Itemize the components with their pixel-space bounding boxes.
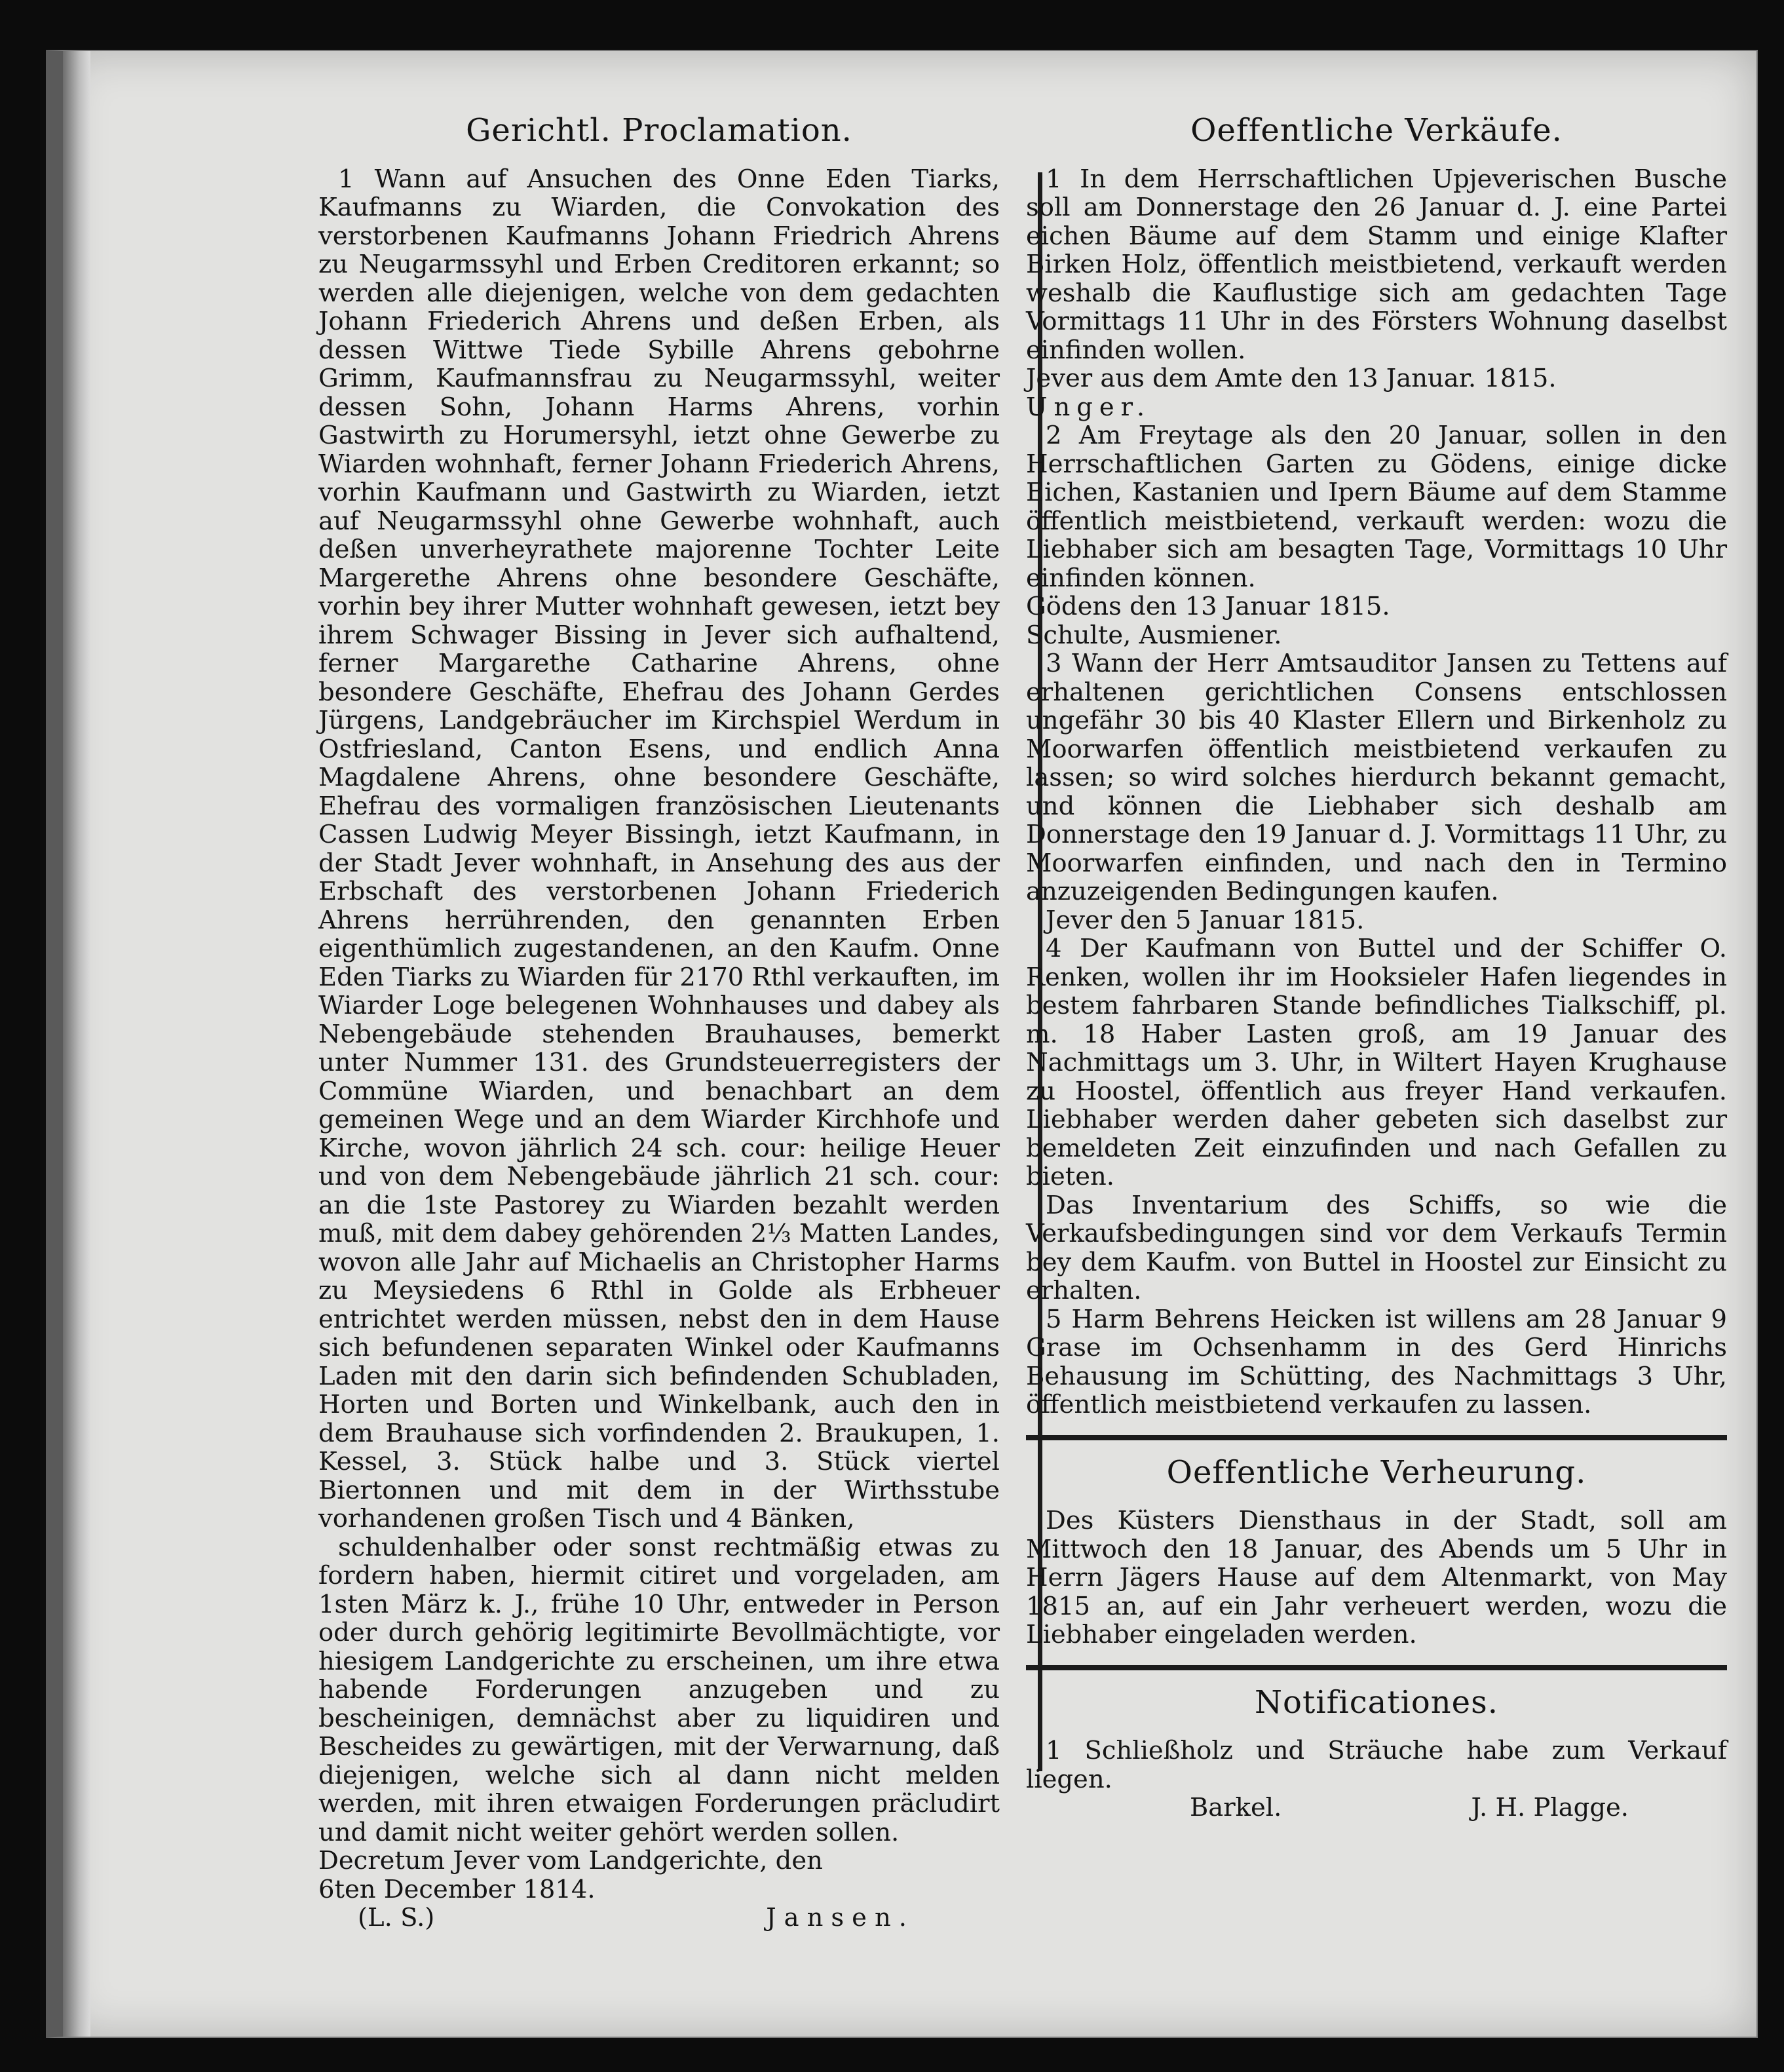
notifications-heading: Notificationes. — [1255, 1683, 1498, 1721]
sales-heading: Oeffentliche Verkäufe. — [1190, 112, 1563, 149]
notification-signature-row — [1026, 1794, 1727, 1822]
sale-item-3: 3 Wann der Herr Amtsauditor Jansen zu Tettens auf erhaltenen gerichtlichen Consens entschlossen ungefähr 30 bis 40 Klaster Ellern und Birkenholz zu Moorwarfen öffentlich meistbietend verkaufen zu lassen; so wird solches hierdurch bekannt gemacht, und können die Liebhaber sich deshalb am Donnerstage den 19 Januar d. J. Vormittags 11 Uhr, zu Moorwarfen einfinden, und nach den in Termino anzuzeigenden Bedingungen kaufen. — [1026, 649, 1727, 906]
notification-signature: J. H. Plagge. — [1471, 1793, 1629, 1822]
proclamation-body-2: schuldenhalber oder sonst rechtmäßig etwas zu fordern haben, hiermit citiret und vorgeladen, am 1sten März k. J., frühe 10 Uhr, entweder in Person oder durch gehörig legitimirte Bevollmächtigte, vor hiesigem Landgerichte zu erscheinen, um ihre etwa habende Forderungen anzugeben und zu bescheinigen, demnächst aber zu liquidiren und Bescheides zu gewärtigen, mit der Verwarnung, daß diejenigen, welche sich al dann nicht melden werden, mit ihren etwaigen Forderungen präcludirt und damit nicht weiter gehört werden sollen. — [318, 1532, 1000, 1847]
decretum-line: Decretum Jever vom Landgerichte, den — [318, 1846, 823, 1875]
newspaper-page — [46, 50, 1758, 2038]
sale-item-2: 2 Am Freytage als den 20 Januar, sollen in den Herrschaftlichen Garten zu Gödens, einige dicke Eichen, Kastanien und Ipern Bäume auf dem Stamme öffentlich meistbietend, verkauft werden: wozu die Liebhaber sich am besagten Tage, Vormittags 10 Uhr einfinden können. — [1026, 421, 1727, 593]
sale-item-1-place: Jever aus dem Amte den 13 Januar. 1815. — [1026, 364, 1557, 393]
left-column — [318, 112, 1000, 1932]
signature: Jansen. — [766, 1903, 915, 1932]
sale-item-1: 1 In dem Herrschaftlichen Upjeverischen Busche soll am Donnerstage den 26 Januar d. J. eine Partei eichen Bäume auf dem Stamm und einige Klafter Birken Holz, öffentlich meistbietend, verkauft werden weshalb die Kauflustige sich am gedachten Tage Vormittags 11 Uhr in des Försters Wohnung daselbst einfinden wollen. — [1026, 164, 1727, 365]
right-column — [1026, 112, 1727, 1822]
notification-1: 1 Schließholz und Sträuche habe zum Verkauf liegen. — [1026, 1736, 1727, 1794]
rental-notice: Des Küsters Diensthaus in der Stadt, soll am Mittwoch den 18 Januar, des Abends um 5 Uhr in Herrn Jägers Hause auf dem Altenmarkt, von May 1815 an, auf ein Jahr verheuert werden, wozu die Liebhaber eingeladen werden. — [1026, 1506, 1727, 1649]
section-rule — [1026, 1435, 1727, 1440]
binding-fold — [63, 51, 90, 2037]
sale-item-3-place: Jever den 5 Januar 1815. — [1046, 905, 1365, 935]
notification-place: Barkel. — [1190, 1793, 1282, 1822]
proclamation-heading: Gerichtl. Proclamation. — [466, 112, 852, 149]
seal-mark: (L. S.) — [358, 1903, 435, 1932]
rental-heading: Oeffentliche Verheurung. — [1166, 1453, 1587, 1491]
sale-item-1-signature: Unger. — [1026, 392, 1152, 422]
proclamation-signature-row — [318, 1904, 1000, 1932]
decretum-date: 6ten December 1814. — [318, 1874, 596, 1904]
proclamation-body: 1 Wann auf Ansuchen des Onne Eden Tiarks, Kaufmanns zu Wiarden, die Convokation des verstorbenen Kaufmanns Johann Friedrich Ahrens zu Neugarmssyhl und Erben Creditoren erkannt; so werden alle diejenigen, welche von dem gedachten Johann Friederich Ahrens und deßen Erben, als dessen Wittwe Tiede Sybille Ahrens gebohrne Grimm, Kaufmannsfrau zu Neugarmssyhl, weiter dessen Sohn, Johann Harms Ahrens, vorhin Gastwirth zu Horumersyhl, ietzt ohne Gewerbe zu Wiarden wohnhaft, ferner Johann Friederich Ahrens, vorhin Kaufmann und Gastwirth zu Wiarden, ietzt auf Neugarmssyhl ohne Gewerbe wohnhaft, auch deßen unverheyrathete majorenne Tochter Leite Margerethe Ahrens ohne besondere Geschäfte, vorhin bey ihrer Mutter wohnhaft gewesen, ietzt bey ihrem Schwager Bissing in Jever sich aufhaltend, ferner Margarethe Catharine Ahrens, ohne besondere Geschäfte, Ehefrau des Johann Gerdes Jürgens, Landgebräucher im Kirchspiel Werdum in Ostfriesland, Canton Esens, und endlich Anna Magdalene Ahrens, ohne besondere Geschäfte, Ehefrau des vormaligen französischen Lieutenants Cassen Ludwig Meyer Bissingh, ietzt Kaufmann, in der Stadt Jever wohnhaft, in Ansehung des aus der Erbschaft des verstorbenen Johann Friederich Ahrens herrührenden, den genannten Erben eigenthümlich zugestandenen, an den Kaufm. Onne Eden Tiarks zu Wiarden für 2170 Rthl verkauften, im Wiarder Loge belegenen Wohnhauses und dabey als Nebengebäude stehenden Brauhauses, bemerkt unter Nummer 131. des Grundsteuerregisters der Commüne Wiarden, und benachbart an dem gemeinen Wege und an dem Wiarder Kirchhofe und Kirche, wovon jährlich 24 sch. cour: heilige Heuer und von dem Nebengebäude jährlich 21 sch. cour: an die 1ste Pastorey zu Wiarden bezahlt werden muß, mit dem dabey gehörenden 2⅓ Matten Landes, wovon alle Jahr auf Michaelis an Christopher Harms zu Meysiedens 6 Rthl in Golde als Erbheuer entrichtet werden müssen, nebst den in dem Hause sich befundenen separaten Winkel oder Kaufmanns Laden mit den darin sich befindenden Schubladen, Horten und Borten und Winkelbank, auch den in dem Brauhause sich vorfindenden 2. Braukupen, 1. Kessel, 3. Stück halbe und 3. Stück viertel Biertonnen und mit dem in der Wirthsstube vorhandenen großen Tisch und 4 Bänken, — [318, 164, 1000, 1533]
sale-item-2-place: Gödens den 13 Januar 1815. — [1026, 592, 1390, 621]
sale-item-4-terms: Das Inventarium des Schiffs, so wie die Verkaufsbedingungen sind vor dem Verkaufs Termin bey dem Kaufm. von Buttel in Hoostel zur Einsicht zu erhalten. — [1026, 1190, 1727, 1305]
sale-item-5: 5 Harm Behrens Heicken ist willens am 28 Januar 9 Grase im Ochsenhamm in des Gerd Hinrichs Behausung im Schütting, des Nachmittags 3 Uhr, öffentlich meistbietend verkaufen zu lassen. — [1026, 1304, 1727, 1419]
sale-item-4: 4 Der Kaufmann von Buttel und der Schiffer O. Renken, wollen ihr im Hooksieler Hafen liegendes in bestem fahrbaren Stande befindliches Tialkschiff, pl. m. 18 Haber Lasten groß, am 19 Januar des Nachmittags um 3. Uhr, in Wiltert Hayen Krughause zu Hoostel, öffentlich aus freyer Hand verkaufen. Liebhaber werden daher gebeten sich daselbst zur bemeldeten Zeit einzufinden und nach Gefallen zu bieten. — [1026, 934, 1727, 1191]
section-rule-2 — [1026, 1665, 1727, 1670]
sale-item-2-signature: Schulte, Ausmiener. — [1026, 620, 1282, 650]
